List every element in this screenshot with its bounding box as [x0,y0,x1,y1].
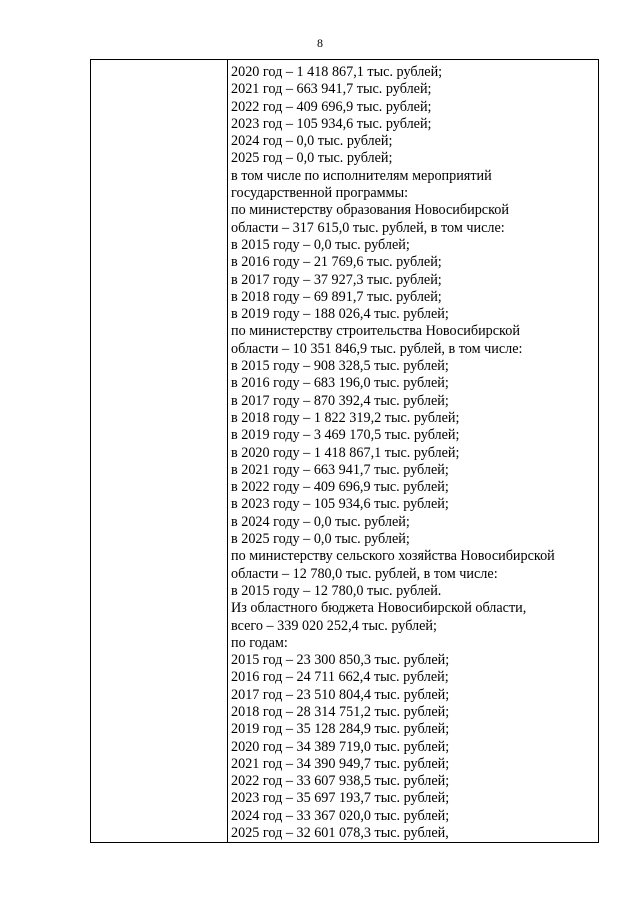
funding-line: 2016 год – 24 711 662,4 тыс. рублей; [231,669,449,686]
funding-line: 2025 год – 32 601 078,3 тыс. рублей, [231,825,449,842]
funding-line: области – 12 780,0 тыс. рублей, в том числе: [231,565,498,582]
funding-line: 2020 год – 34 389 719,0 тыс. рублей; [231,738,450,755]
page-number: 8 [317,36,323,50]
funding-line: в 2016 году – 683 196,0 тыс. рублей; [231,375,449,392]
table-right-cell [231,64,597,842]
funding-line: Из областного бюджета Новосибирской области, [231,600,527,617]
funding-line: в 2019 году – 3 469 170,5 тыс. рублей; [231,427,460,444]
funding-line: в 2021 году – 663 941,7 тыс. рублей; [231,461,449,478]
funding-table [90,59,599,843]
funding-line: в 2018 году – 1 822 319,2 тыс. рублей; [231,409,460,426]
funding-line: в 2024 году – 0,0 тыс. рублей; [231,513,410,530]
funding-line: в 2023 году – 105 934,6 тыс. рублей; [231,496,449,513]
funding-line: в 2015 году – 0,0 тыс. рублей; [231,236,410,253]
funding-line: в 2025 году – 0,0 тыс. рублей; [231,531,410,548]
funding-line: в 2017 году – 870 392,4 тыс. рублей; [231,392,449,409]
funding-line: 2024 год – 33 367 020,0 тыс. рублей; [231,807,450,824]
funding-line: в 2015 году – 12 780,0 тыс. рублей. [231,582,442,599]
funding-line: в 2019 году – 188 026,4 тыс. рублей; [231,306,449,323]
funding-line: области – 317 615,0 тыс. рублей, в том числе: [231,219,505,236]
funding-line: в 2015 году – 908 328,5 тыс. рублей; [231,358,449,375]
funding-line: 2022 год – 33 607 938,5 тыс. рублей; [231,773,450,790]
funding-line: 2024 год – 0,0 тыс. рублей; [231,133,393,150]
funding-line: в 2016 году – 21 769,6 тыс. рублей; [231,254,442,271]
funding-line: 2020 год – 1 418 867,1 тыс. рублей; [231,64,443,80]
funding-line: в 2022 году – 409 696,9 тыс. рублей; [231,479,449,496]
funding-line: 2025 год – 0,0 тыс. рублей; [231,150,393,167]
funding-line: по министерству сельского хозяйства Новосибирской [231,548,555,565]
funding-line: по министерству образования Новосибирской [231,202,509,219]
funding-line: 2021 год – 663 941,7 тыс. рублей; [231,81,432,98]
funding-line: 2017 год – 23 510 804,4 тыс. рублей; [231,686,450,703]
funding-line: области – 10 351 846,9 тыс. рублей, в том числе: [231,340,523,357]
funding-line: по министерству строительства Новосибирской [231,323,520,340]
table-left-cell [91,60,228,842]
funding-line: в 2017 году – 37 927,3 тыс. рублей; [231,271,442,288]
funding-line: государственной программы: [231,185,409,202]
funding-line: в 2018 году – 69 891,7 тыс. рублей; [231,288,442,305]
funding-line: в 2020 году – 1 418 867,1 тыс. рублей; [231,444,460,461]
funding-line: 2018 год – 28 314 751,2 тыс. рублей; [231,703,450,720]
funding-line: 2022 год – 409 696,9 тыс. рублей; [231,98,432,115]
funding-line: 2023 год – 35 697 193,7 тыс. рублей; [231,790,450,807]
funding-line: 2023 год – 105 934,6 тыс. рублей; [231,115,432,132]
funding-line: всего – 339 020 252,4 тыс. рублей; [231,617,437,634]
funding-line: 2021 год – 34 390 949,7 тыс. рублей; [231,755,450,772]
funding-line: по годам: [231,634,288,651]
funding-line: 2019 год – 35 128 284,9 тыс. рублей; [231,721,450,738]
funding-line: в том числе по исполнителям мероприятий [231,167,492,184]
funding-line: 2015 год – 23 300 850,3 тыс. рублей; [231,652,450,669]
